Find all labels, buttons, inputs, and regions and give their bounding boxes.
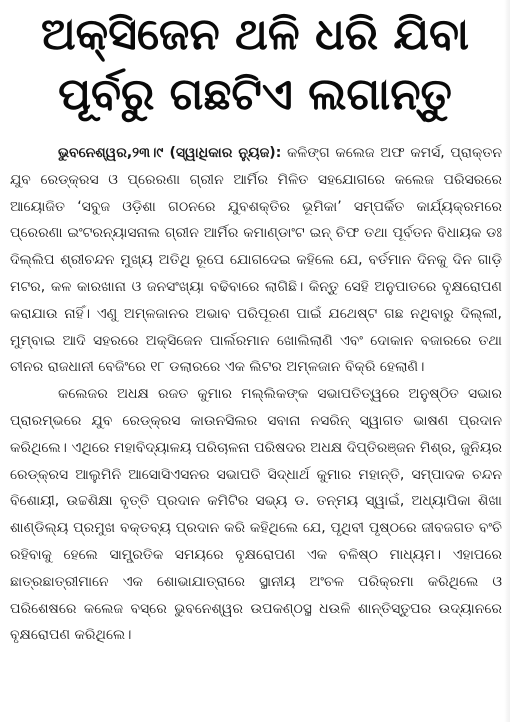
paragraph-1-text: କଳିଙ୍ଗ କଲେଜ ଅଫ କମର୍ସ, ପ୍ରାକ୍ତନ ଯୁବ ରେଡ୍‌କ୍ରସ ଓ ପ୍ରେରଣା ଗ୍ରୀନ ଆର୍ମିର ମିଳିତ ସହଯୋଗରେ କଲେଜ ପରିସରରେ ଆୟୋଜିତ ‘ସବୁଜ ଓଡ଼ିଶା ଗଠନରେ ଯୁବଶକ୍ତିର ଭୂମିକା’ ସମ୍ପର୍କିତ କାର୍ଯ୍ୟକ୍ରମରେ ପ୍ରେରଣା ଇଂଟରନ୍ୟାସନାଲ ଗ୍ରୀନ ଆର୍ମିର କମାଣ୍ଡାଂଟ ଇନ୍ ଚିଫ ତଥା ପୂର୍ବତନ ବିଧାୟକ ଡଃ ଦିଲ୍ଲିପ ଶ୍ରୀଚନ୍ଦନ ମୁଖ୍ୟ ଅତିଥି ରୂପେ ଯୋଗଦେଇ କହିଲେ ଯେ, ବର୍ତମାନ ଦିନକୁ ଦିନ ଗାଡ଼ି ମଟର, କଳ କାରଖାନା ଓ ଜନସଂଖ୍ୟା ବଢିବାରେ ଲାଗିଛି। କିନ୍ତୁ ସେହି ଅନୁପାତରେ ବୃକ୍ଷରୋପଣ କରାଯାଉ ନାହିଁ। ଏଣୁ ଅମ୍ଳଜାନର ଅଭାବ ପରିପୂରଣ ପାଇଁ ଯଥେଷ୍ଟ ଗଛ ନଥିବାରୁ ଦିଲ୍ଲୀ, ମୁମ୍ବାଇ ଆଦି ସହରରେ ଅକ୍ସିଜେନ ପାର୍ଲରମାନ ଖୋଲିଲାଣି ଏବଂ ଦୋକାନ ବଜାରରେ ତଥା ଚୀନର ରାଜଧାନୀ ବେଜିଂରେ ୧୮ ଡଲାରରେ ଏକ ଲିଟର ଅମ୍ଳଜାନ ବିକ୍ରି ହେଲାଣି। [10,145,502,376]
article-paragraph-2: କଲେଜର ଅଧକ୍ଷ ରଜତ କୁମାର ମଲ୍ଲିକଙ୍କ ସଭାପତିତ୍ୱରେ ଅନୁଷ୍ଠିତ ସଭାର ପ୍ରାରମ୍ଭରେ ଯୁବ ରେଡ୍‌କ୍ରସ କାଉନସିଲର ସବାନା ନସରିନ୍ ସ୍ୱାଗତ ଭାଷଣ ପ୍ରଦାନ କରିଥିଲେ। ଏଥିରେ ମହାବିଦ୍ୟାଳୟ ପରିଚାଳନା ପରିଷଦର ଅଧକ୍ଷ ଦିପ୍ତିରଞ୍ଜନ ମିଶ୍ର, ଜୁନିୟର ରେଡ୍‌କ୍ରସ ଆଲୁମିନି ଆସୋସିଏସନର ସଭାପତି ସିଦ୍ଧାର୍ଥ କୁମାର ମହାନ୍ତି, ସମ୍ପାଦକ ଚନ୍ଦନ ବିଶୋୟୀ, ଉଚ୍ଚଶିକ୍ଷା ବୃତ୍ତି ପ୍ରଦାନ କମିଟିର ସଭ୍ୟ ଡ. ତନ୍ମୟ ସ୍ୱାଇଁ, ଅଧ୍ୟାପିକା ଶିଖା ଶାଣ୍ଡିଲ୍ୟ ପ୍ରମୁଖ ବକ୍ତବ୍ୟ ପ୍ରଦାନ କରି କହିଥିଲେ ଯେ, ପୃଥିବୀ ପୃଷ୍ଠରେ ଜୀବଜଗତ ବଂଚି ରହିବାକୁ ହେଲେ ସାମ୍ପ୍ରତିକ ସମୟରେ ବୃକ୍ଷରୋପଣ ଏକ ବଳିଷ୍ଠ ମାଧ୍ୟମ। ଏହାପରେ ଛାତ୍ରଛାତ୍ରୀମାନେ ଏକ ଶୋଭାଯାତ୍ରାରେ ସ୍ଥାନୀୟ ଅଂଚଳ ପରିକ୍ରମା କରିଥିଲେ ଓ ପରିଶେଷରେ କଲେଜ ବସ୍‌ରେ ଭୁବନେଶ୍ୱର ଉପକଣ୍ଠସ୍ଥ ଧଉଳି ଶାନ୍ତିସ୍ତୁପର ଉଦ୍ୟାନରେ ବୃକ୍ଷରୋପଣ କରିଥିଲେ। [10,386,502,644]
dateline: ଭୁବନେଶ୍ୱର,୨୩।୯ (ସ୍ୱାଧିକାର ନ୍ୟୁଜ): [58,145,282,161]
article-paragraph-1 [10,140,502,381]
article-body [10,140,502,649]
headline [0,0,510,128]
headline-line-1: ଅକ୍ସିଜେନ ଥଳି ଧରି ଯିବା [40,9,470,60]
scan-edge-shadow [504,0,510,722]
headline-line-2: ପୂର୍ବରୁ ଗଛଟିଏ ଲଗାନ୍ତୁ [58,69,452,120]
